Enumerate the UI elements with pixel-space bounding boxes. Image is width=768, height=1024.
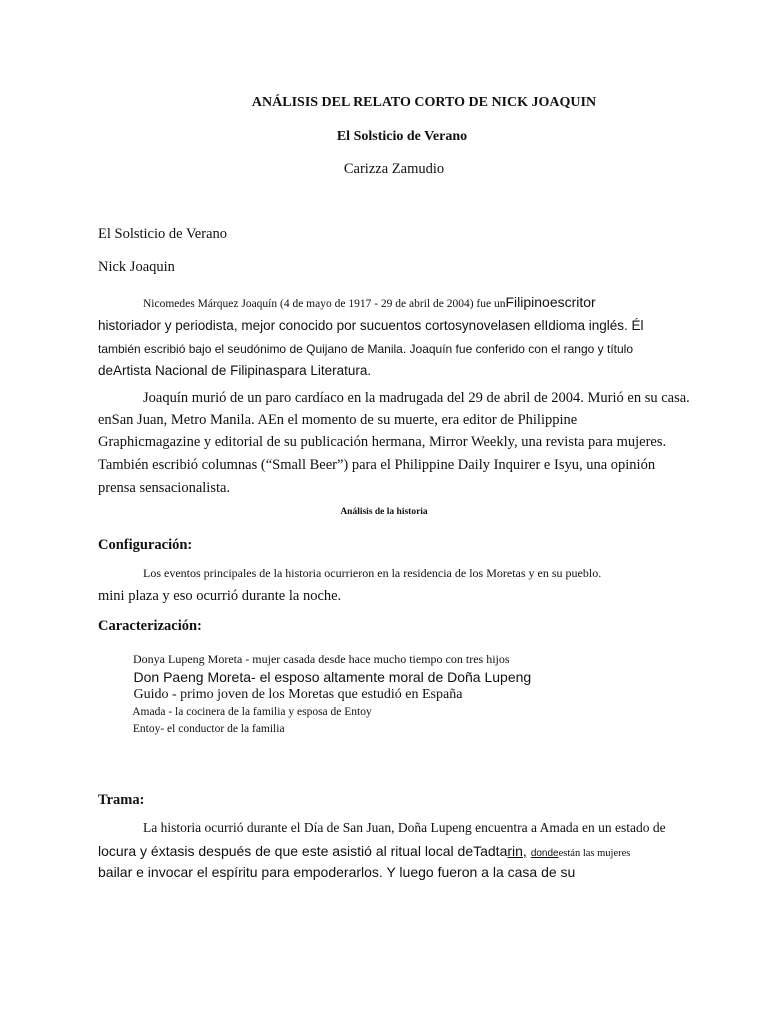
bio-line-2: historiador y periodista, mejor conocido por sucuentos cortosynovelasen elIdioma inglés. Él xyxy=(98,318,644,333)
character-text: Donya Lupeng Moreta - mujer casada desde hace mucho tiempo con tres hijos xyxy=(133,652,510,666)
bio-line-1-text: Nicomedes Márquez Joaquín (4 de mayo de 1917 - 29 de abril de 2004) fue un xyxy=(143,298,506,310)
death-line-4: También escribió columnas (“Small Beer”) para el Philippine Daily Inquirer e Isyu, una opinión xyxy=(98,457,656,473)
plot-line-2-small-underlined: donde xyxy=(530,848,559,859)
death-line-3: Graphicmagazine y editorial de su publicación hermana, Mirror Weekly, una revista para mujeres. xyxy=(98,434,667,450)
writer-name: Nick Joaquin xyxy=(98,259,175,275)
character-item xyxy=(120,669,531,687)
character-text: Don Paeng Moreta- el esposo altamente moral de Doña Lupeng xyxy=(133,669,532,685)
character-text: Guido - primo joven de los Moretas que estudió en España xyxy=(133,687,463,702)
character-item xyxy=(120,706,372,718)
plot-line-2-text: locura y éxtasis después de que este asistió al ritual local deTadta xyxy=(98,843,508,859)
characters-heading: Caracterización: xyxy=(98,618,202,634)
death-line-2: enSan Juan, Metro Manila. AEn el momento de su muerte, era editor de Philippine xyxy=(98,412,578,428)
plot-line-2-underlined: rin, xyxy=(507,843,527,859)
bio-line-3: también escribió bajo el seudónimo de Quijano de Manila. Joaquín fue conferido con el rango y título xyxy=(98,342,634,356)
work-title: El Solsticio de Verano xyxy=(98,226,228,242)
document-subtitle: El Solsticio de Verano xyxy=(336,129,468,144)
plot-line-1: La historia ocurrió durante el Día de San Juan, Doña Lupeng encuentra a Amada en un estado de xyxy=(143,820,666,835)
death-line-1: Joaquín murió de un paro cardíaco en la madrugada del 29 de abril de 2004. Murió en su casa. xyxy=(143,390,690,406)
character-text: Entoy- el conductor de la familia xyxy=(132,723,285,735)
document-title: ANÁLISIS DEL RELATO CORTO DE NICK JOAQUIN xyxy=(251,95,597,110)
setting-line-2: mini plaza y eso ocurrió durante la noche. xyxy=(98,588,342,604)
setting-heading: Configuración: xyxy=(98,537,193,553)
plot-line-2 xyxy=(98,843,630,861)
bio-line-1-emphasis: Filipinoescritor xyxy=(505,294,596,310)
death-line-5: prensa sensacionalista. xyxy=(98,480,231,496)
analysis-heading: Análisis de la historia xyxy=(340,507,428,517)
plot-heading: Trama: xyxy=(98,792,145,808)
plot-line-3: bailar e invocar el espíritu para empoderarlos. Y luego fueron a la casa de su xyxy=(98,864,576,880)
character-item xyxy=(120,652,510,667)
setting-line-1: Los eventos principales de la historia ocurrieron en la residencia de los Moretas y en su pueblo. xyxy=(143,566,602,580)
plot-line-2-small: están las mujeres xyxy=(558,848,631,859)
bio-line-1 xyxy=(143,294,596,312)
document-author: Carizza Zamudio xyxy=(343,161,445,177)
bio-line-4: deArtista Nacional de Filipinaspara Literatura. xyxy=(98,363,372,378)
character-text: Amada - la cocinera de la familia y esposa de Entoy xyxy=(132,706,372,718)
character-item xyxy=(120,687,462,703)
character-item xyxy=(120,723,285,735)
